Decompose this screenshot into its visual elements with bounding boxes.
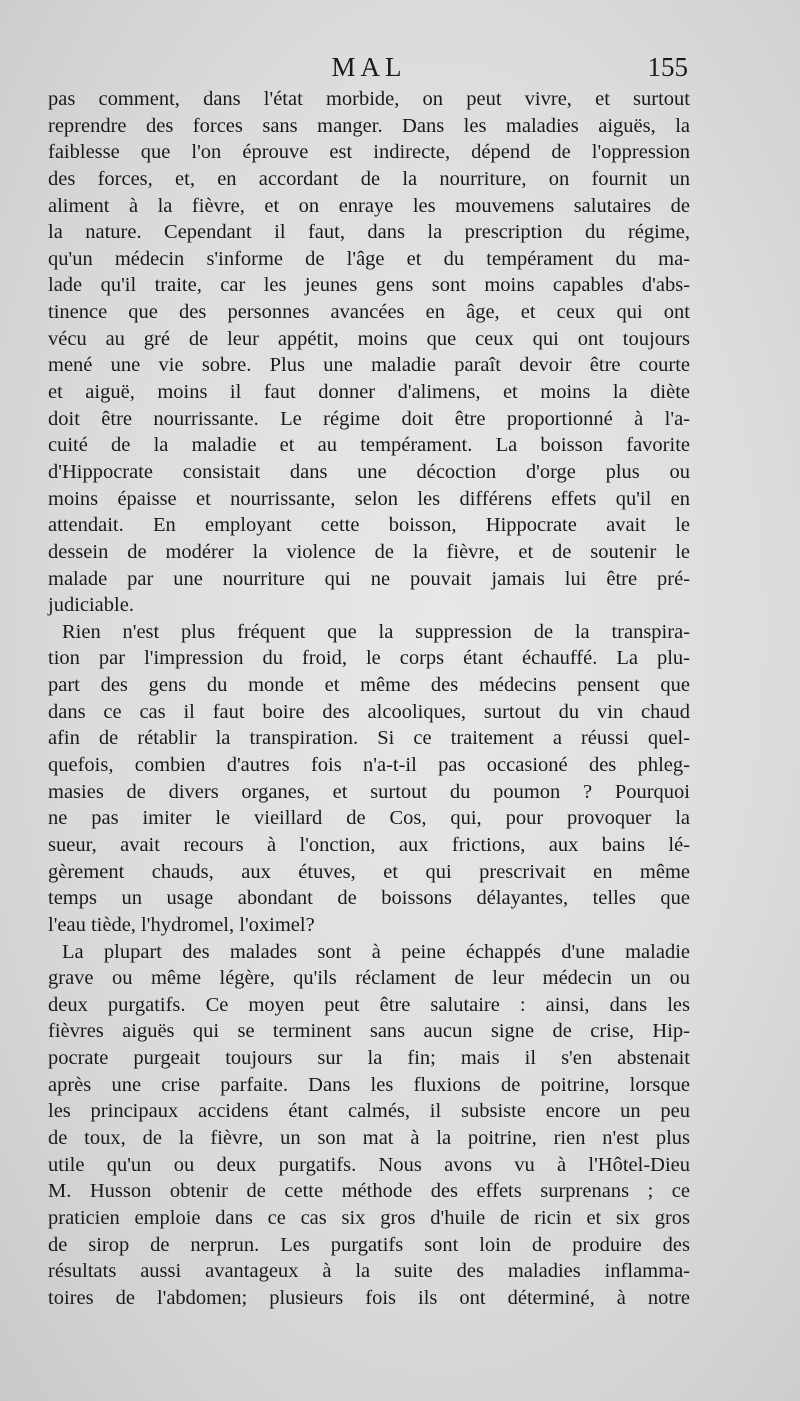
text-line: moins épaisse et nourrissante, selon les différens effets qu'il en — [48, 487, 690, 510]
text-line: ne pas imiter le vieillard de Cos, qui, pour provoquer la — [48, 807, 690, 830]
text-line: dans ce cas il faut boire des alcooliques, surtout du vin chaud — [48, 700, 690, 723]
text-line: praticien emploie dans ce cas six gros d'huile de ricin et six gros — [48, 1206, 690, 1229]
text-line: lade qu'il traite, car les jeunes gens sont moins capables d'abs- — [48, 274, 690, 297]
text-line: l'eau tiède, l'hydromel, l'oximel? — [48, 913, 315, 936]
text-line: grave ou même légère, qu'ils réclament de leur médecin un ou — [48, 967, 690, 990]
text-line: reprendre des forces sans manger. Dans les maladies aiguës, la — [48, 114, 690, 137]
text-line: afin de rétablir la transpiration. Si ce traitement a réussi quel- — [48, 727, 690, 750]
running-head: MAL — [331, 52, 407, 82]
text-line: et aiguë, moins il faut donner d'alimens, et moins la diète — [48, 381, 690, 404]
text-line: faiblesse que l'on éprouve est indirecte, dépend de l'oppression — [48, 141, 690, 164]
text-line: pocrate purgeait toujours sur la fin; mais il s'en abstenait — [48, 1047, 690, 1070]
text-line: résultats aussi avantageux à la suite des maladies inflamma- — [48, 1260, 690, 1283]
text-line: mené une vie sobre. Plus une maladie paraît devoir être courte — [48, 354, 690, 377]
text-line: judiciable. — [48, 594, 134, 617]
text-line: toires de l'abdomen; plusieurs fois ils ont déterminé, à notre — [48, 1286, 690, 1309]
text-line: utile qu'un ou deux purgatifs. Nous avons vu à l'Hôtel-Dieu — [48, 1153, 690, 1176]
text-line: aliment à la fièvre, et on enraye les mouvemens salutaires de — [48, 194, 690, 217]
text-line: qu'un médecin s'informe de l'âge et du tempérament du ma- — [48, 247, 690, 270]
text-line: de toux, de la fièvre, un son mat à la poitrine, rien n'est plus — [48, 1126, 690, 1149]
text-line: la nature. Cependant il faut, dans la prescription du régime, — [48, 221, 690, 244]
text-line: fièvres aiguës qui se terminent sans aucun signe de crise, Hip- — [48, 1020, 690, 1043]
text-line: tinence que des personnes avancées en âge, et ceux qui ont — [48, 301, 690, 324]
text-line: les principaux accidens étant calmés, il subsiste encore un peu — [48, 1100, 690, 1123]
text-line: après une crise parfaite. Dans les fluxions de poitrine, lorsque — [48, 1073, 690, 1096]
text-line: sueur, avait recours à l'onction, aux frictions, aux bains lé- — [48, 833, 690, 856]
text-line: masies de divers organes, et surtout du poumon ? Pourquoi — [48, 780, 690, 803]
text-line: cuité de la maladie et au tempérament. La boisson favorite — [48, 434, 690, 457]
text-line: temps un usage abondant de boissons délayantes, telles que — [48, 887, 690, 910]
text-line: vécu au gré de leur appétit, moins que ceux qui ont toujours — [48, 327, 690, 350]
text-line: La plupart des malades sont à peine échappés d'une maladie — [62, 940, 690, 963]
body-text — [48, 86, 690, 1311]
text-line: malade par une nourriture qui ne pouvait jamais lui être pré- — [48, 567, 690, 590]
text-line: M. Husson obtenir de cette méthode des effets surprenans ; ce — [48, 1180, 690, 1203]
text-line: Rien n'est plus fréquent que la suppression de la transpira- — [62, 620, 690, 643]
text-line: attendait. En employant cette boisson, Hippocrate avait le — [48, 514, 690, 537]
text-line: quefois, combien d'autres fois n'a-t-il pas occasioné des phleg- — [48, 754, 690, 777]
text-line: part des gens du monde et même des médecins pensent que — [48, 674, 690, 697]
text-line: tion par l'impression du froid, le corps étant échauffé. La plu- — [48, 647, 690, 670]
text-line: de sirop de nerprun. Les purgatifs sont loin de produire des — [48, 1233, 690, 1256]
text-line: pas comment, dans l'état morbide, on peut vivre, et surtout — [48, 88, 690, 110]
text-line: gèrement chauds, aux étuves, et qui prescrivait en même — [48, 860, 690, 883]
text-line: deux purgatifs. Ce moyen peut être salutaire : ainsi, dans les — [48, 993, 690, 1016]
page-number: 155 — [647, 52, 688, 82]
text-line: d'Hippocrate consistait dans une décoction d'orge plus ou — [48, 460, 690, 483]
text-line: dessein de modérer la violence de la fièvre, et de soutenir le — [48, 540, 690, 563]
text-line: des forces, et, en accordant de la nourriture, on fournit un — [48, 167, 690, 190]
text-line: doit être nourrissante. Le régime doit être proportionné à l'a- — [48, 407, 690, 430]
